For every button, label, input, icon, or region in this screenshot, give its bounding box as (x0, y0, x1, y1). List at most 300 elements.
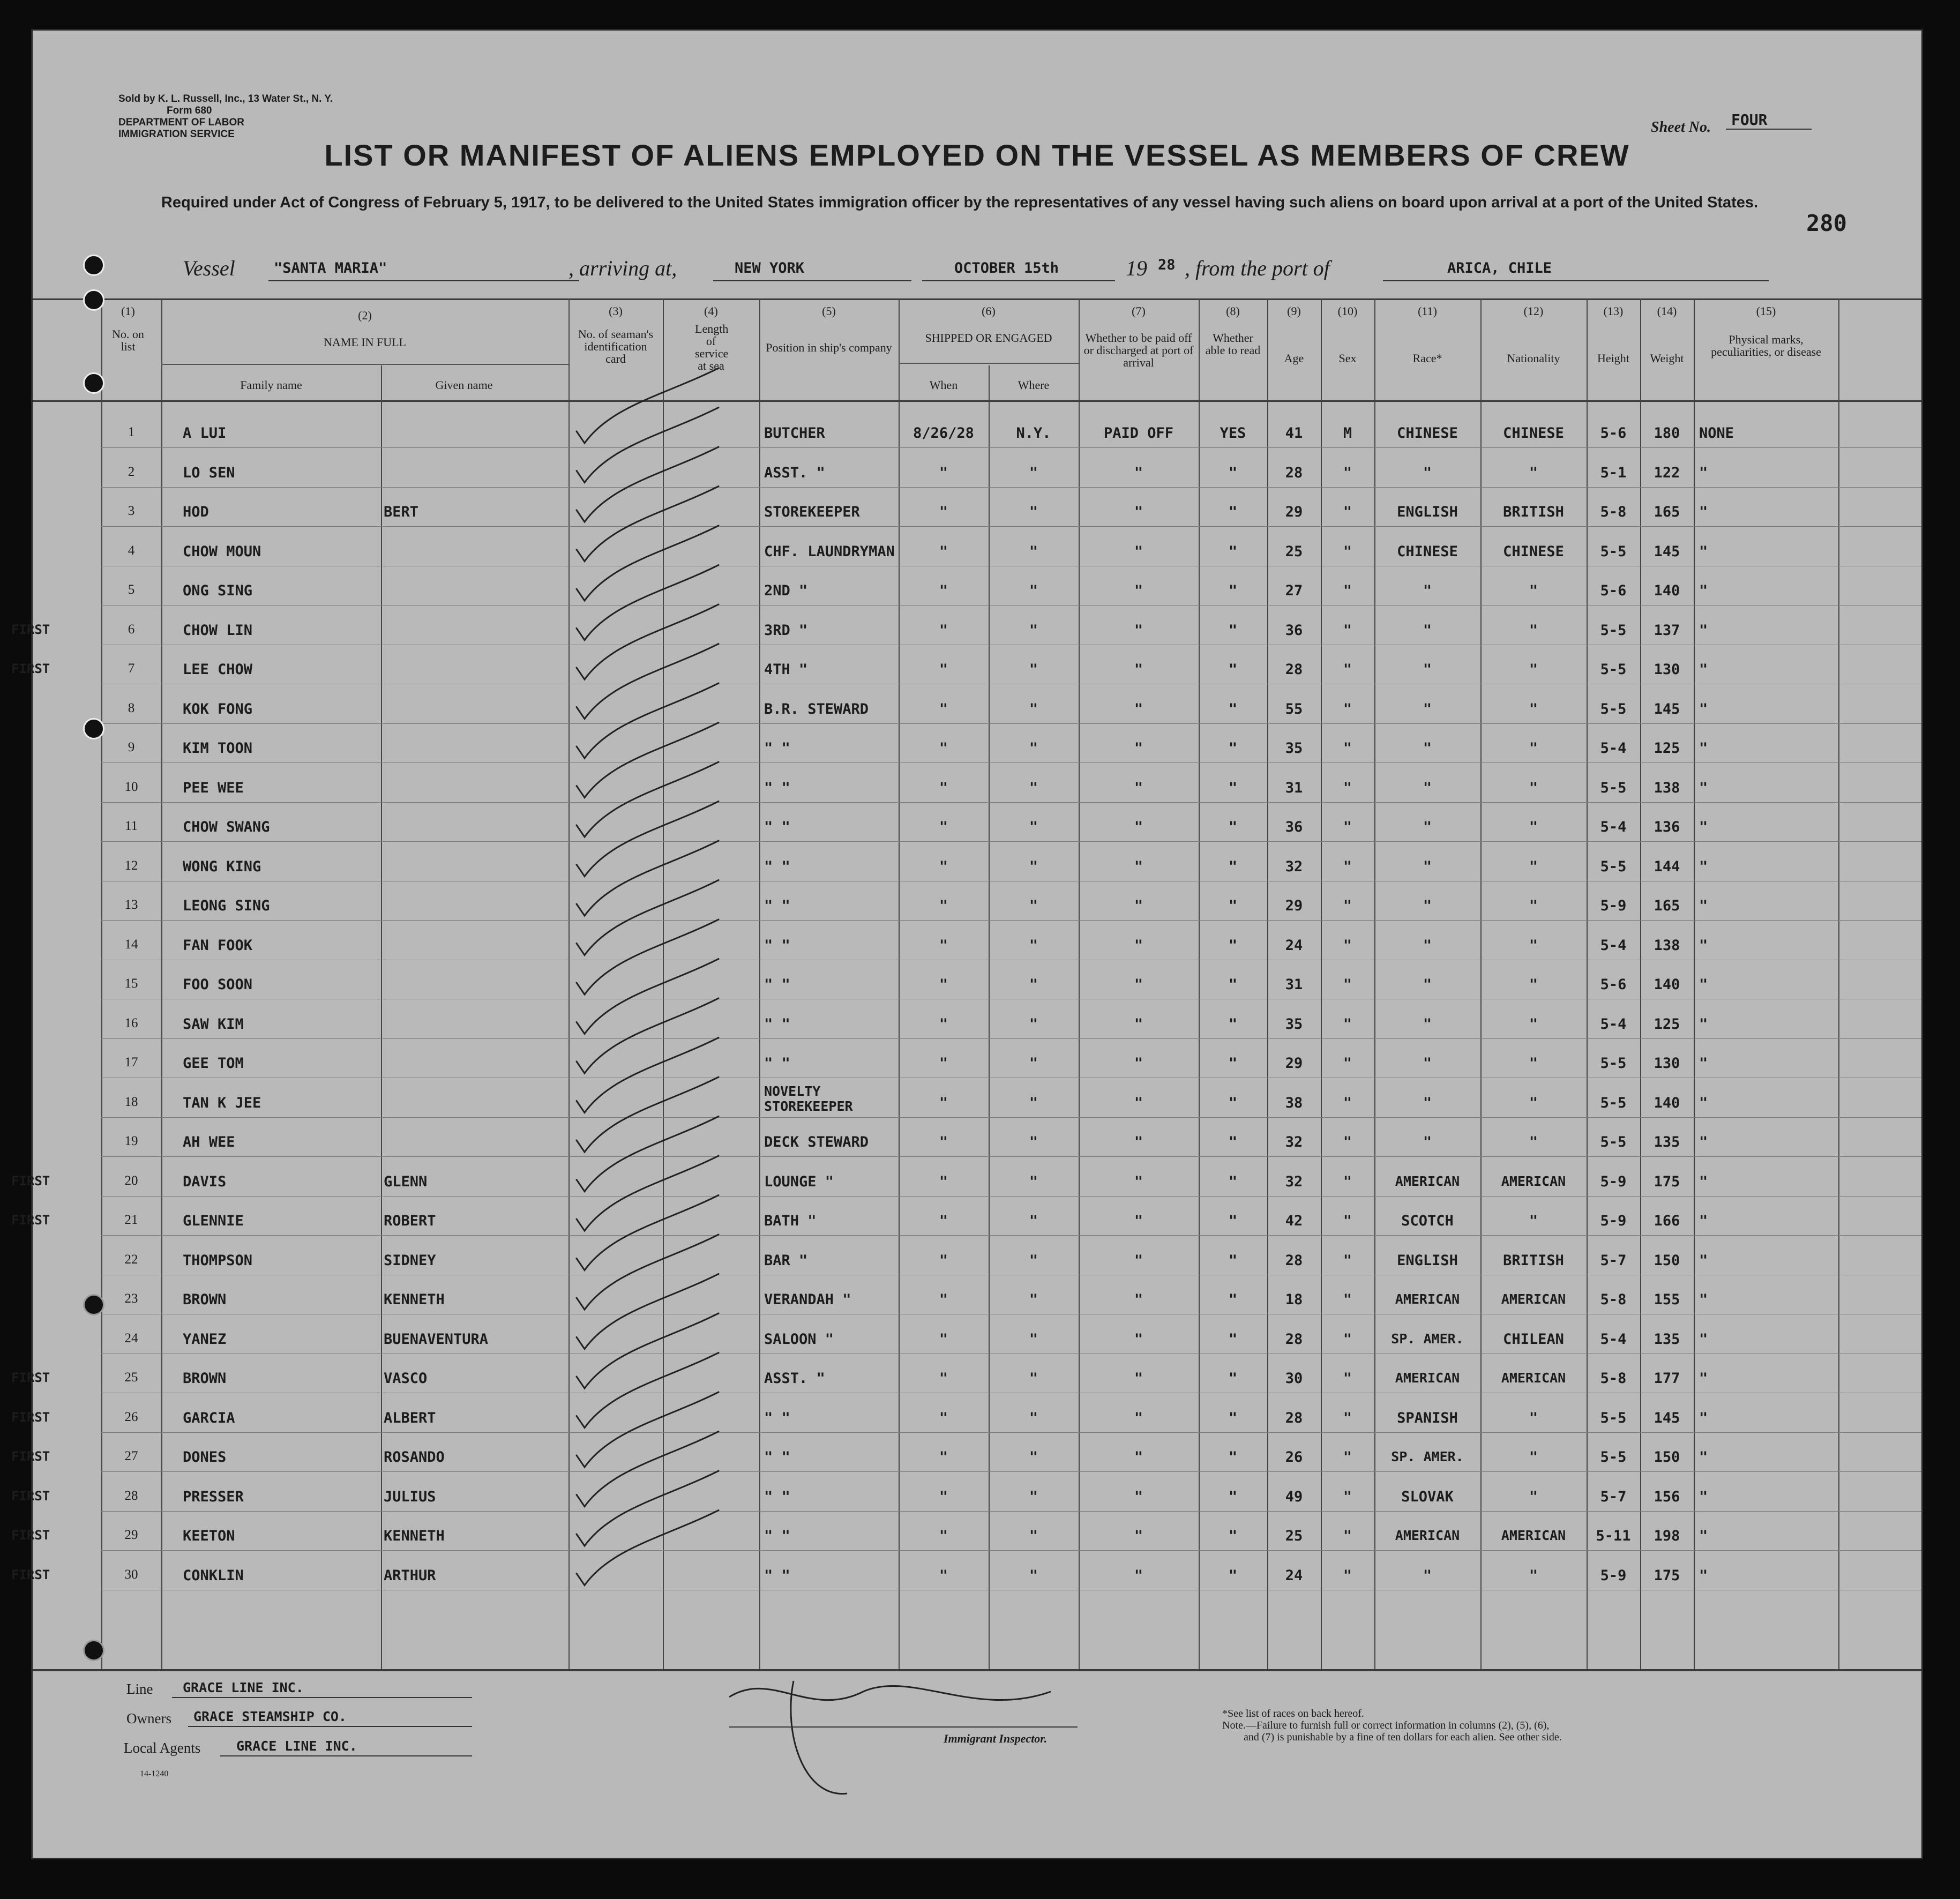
cell-when: " (939, 661, 948, 678)
cell-paid: " (1134, 937, 1143, 954)
cell-where: " (1029, 1567, 1038, 1584)
cell-age: 49 (1285, 1488, 1303, 1505)
check-stroke (577, 1353, 719, 1428)
cell-marks: " (1699, 1370, 1708, 1387)
cell-pos: " " (764, 937, 790, 954)
cell-read: " (1228, 858, 1238, 875)
cell-weight: 144 (1654, 858, 1680, 875)
cell-family: THOMPSON (183, 1252, 253, 1269)
cell-where: " (1029, 582, 1038, 599)
cell-weight: 130 (1654, 1055, 1680, 1072)
cell-paid: " (1134, 504, 1143, 520)
cell-paid: " (1134, 543, 1143, 560)
cell-height: 5-5 (1600, 1134, 1627, 1150)
cell-weight: 150 (1654, 1449, 1680, 1466)
cell-height: 5-1 (1600, 464, 1627, 481)
cell-marks: " (1699, 1134, 1708, 1150)
cell-paid: " (1134, 464, 1143, 481)
line-value: GRACE LINE INC. (183, 1680, 304, 1695)
cell-marks: " (1699, 543, 1708, 560)
cell-pos: 3RD " (764, 622, 808, 639)
cell-read: " (1228, 1173, 1238, 1190)
cell-sex: " (1343, 543, 1352, 560)
cell-family: GLENNIE (183, 1213, 244, 1229)
cell-weight: 155 (1654, 1291, 1680, 1308)
cell-marks: " (1699, 1567, 1708, 1584)
cell-when: " (939, 898, 948, 914)
cell-when: 8/26/28 (913, 425, 974, 442)
cell-weight: 156 (1654, 1488, 1680, 1505)
cell-when: " (939, 1291, 948, 1308)
cell-weight: 165 (1654, 898, 1680, 914)
manifest-sheet (11, 29, 1923, 1859)
cell-marks: " (1699, 858, 1708, 875)
cell-family: HOD (183, 504, 209, 520)
cell-age: 41 (1285, 425, 1303, 442)
cell-height: 5-5 (1600, 1055, 1627, 1072)
cell-paid: " (1134, 1528, 1143, 1544)
cell-marks: " (1699, 1409, 1708, 1426)
check-stroke (577, 1511, 719, 1586)
check-stroke (577, 408, 719, 483)
cell-nat: " (1529, 1567, 1538, 1584)
cell-read: " (1228, 779, 1238, 796)
check-stroke (577, 487, 719, 562)
cell-family: CONKLIN (183, 1567, 244, 1584)
cell-pos: ASST. " (764, 464, 825, 481)
line-label: Line (126, 1681, 153, 1697)
cell-sex: " (1343, 661, 1352, 678)
cell-age: 29 (1285, 898, 1303, 914)
cell-paid: " (1134, 819, 1143, 835)
cell-read: " (1228, 1528, 1238, 1544)
cell-age: 35 (1285, 1015, 1303, 1033)
page-number: 280 (1806, 210, 1847, 236)
cell-weight: 198 (1654, 1528, 1680, 1544)
cell-no: 19 (124, 1134, 138, 1148)
cell-family: AH WEE (183, 1134, 235, 1150)
col4-num: (4) (704, 304, 718, 318)
agents-value: GRACE LINE INC. (236, 1738, 357, 1754)
check-stroke (577, 1195, 719, 1270)
cell-weight: 150 (1654, 1252, 1680, 1269)
col6-num: (6) (982, 304, 996, 318)
cell-sex: " (1343, 1213, 1352, 1229)
col11-num: (11) (1418, 304, 1437, 318)
cell-no: 17 (124, 1055, 138, 1070)
cell-pos: " " (764, 1488, 790, 1505)
cell-family: LO SEN (183, 464, 235, 481)
cell-paid: " (1134, 1370, 1143, 1387)
cell-paid: " (1134, 1488, 1143, 1505)
cell-sex: " (1343, 1055, 1352, 1072)
cell-where: " (1029, 464, 1038, 481)
cell-read: " (1228, 1055, 1238, 1072)
col7-header: Whether to be paid off or discharged at port of arrival (1083, 331, 1194, 369)
cell-given: JULIUS (384, 1488, 436, 1505)
cell-height: 5-7 (1600, 1488, 1627, 1505)
cell-height: 5-11 (1596, 1528, 1631, 1544)
vessel-label: Vessel (183, 256, 235, 280)
cell-nat: " (1529, 661, 1538, 678)
cell-race: ENGLISH (1397, 504, 1458, 520)
cell-when: " (939, 1252, 948, 1269)
cell-when: " (939, 937, 948, 954)
cell-age: 18 (1285, 1291, 1303, 1308)
cell-where: " (1029, 622, 1038, 639)
cell-no: 5 (128, 582, 135, 597)
cell-pos: ASST. " (764, 1370, 825, 1387)
line-underline (172, 1697, 472, 1698)
cell-no: 12 (124, 858, 138, 873)
cell-marks: " (1699, 1173, 1708, 1190)
cell-sex: " (1343, 1330, 1352, 1348)
cell-family: TAN K JEE (183, 1094, 261, 1111)
cell-nat: BRITISH (1503, 1252, 1564, 1269)
cell-where: " (1029, 858, 1038, 875)
cell-age: 25 (1285, 1528, 1303, 1544)
check-stroke (577, 723, 719, 798)
cell-where: " (1029, 543, 1038, 560)
cell-where: " (1029, 504, 1038, 520)
cell-sex: " (1343, 1409, 1352, 1426)
cell-paid: " (1134, 976, 1143, 993)
cell-pos: B.R. STEWARD (764, 700, 869, 717)
cell-marks: " (1699, 779, 1708, 796)
cell-when: " (939, 1528, 948, 1544)
cell-weight: 145 (1654, 700, 1680, 717)
cell-pos: VERANDAH " (764, 1291, 851, 1308)
check-stroke (577, 1038, 719, 1113)
cell-pos: " " (764, 779, 790, 796)
cell-where: " (1029, 661, 1038, 678)
cell-height: 5-5 (1600, 1094, 1627, 1111)
cell-height: 5-9 (1600, 1567, 1627, 1584)
cell-height: 5-5 (1600, 1409, 1627, 1426)
cell-marks: " (1699, 464, 1708, 481)
cell-paid: " (1134, 858, 1143, 875)
cell-when: " (939, 1134, 948, 1150)
cell-no: 9 (128, 740, 135, 754)
cell-no: 15 (124, 976, 138, 991)
cell-read: " (1228, 1409, 1238, 1426)
cell-where: " (1029, 1055, 1038, 1072)
cell-given: BERT (384, 504, 419, 520)
service: IMMIGRATION SERVICE (118, 129, 235, 140)
cell-when: " (939, 1488, 948, 1505)
cell-when: " (939, 700, 948, 717)
cell-race: SCOTCH (1401, 1213, 1454, 1229)
publisher-line: Sold by K. L. Russell, Inc., 13 Water St., N. Y. (118, 93, 333, 104)
margin-annotation: FIRST (11, 1567, 50, 1582)
cell-nat: " (1529, 858, 1538, 875)
cell-read: " (1228, 1015, 1238, 1033)
cell-pos: BATH " (764, 1213, 817, 1229)
cell-no: 23 (124, 1291, 138, 1306)
cell-pos: DECK STEWARD (764, 1134, 869, 1150)
cell-race: " (1423, 622, 1432, 639)
col10-num: (10) (1337, 304, 1358, 318)
cell-height: 5-9 (1600, 1213, 1627, 1229)
owners-underline (188, 1726, 472, 1727)
cell-marks: " (1699, 1291, 1708, 1308)
col15-num: (15) (1756, 304, 1776, 318)
cell-age: 27 (1285, 582, 1303, 599)
cell-height: 5-4 (1600, 1330, 1627, 1348)
check-stroke (577, 1432, 719, 1507)
cell-no: 28 (124, 1488, 138, 1503)
check-stroke (577, 1235, 719, 1310)
check-stroke (577, 683, 719, 758)
cell-pos: NOVELTY STOREKEEPER (764, 1083, 853, 1114)
cell-marks: " (1699, 1213, 1708, 1229)
cell-where: " (1029, 1094, 1038, 1111)
cell-where: " (1029, 779, 1038, 796)
cell-nat: AMERICAN (1501, 1173, 1566, 1189)
cell-race: " (1423, 661, 1432, 678)
cell-race: " (1423, 1055, 1432, 1072)
cell-read: " (1228, 661, 1238, 678)
cell-nat: " (1529, 779, 1538, 796)
cell-weight: 145 (1654, 543, 1680, 560)
cell-age: 28 (1285, 1252, 1303, 1269)
margin-annotation: FIRST (11, 1409, 50, 1425)
cell-given: ALBERT (384, 1409, 436, 1426)
cell-no: 10 (124, 779, 138, 794)
cell-paid: " (1134, 779, 1143, 796)
cell-no: 16 (124, 1015, 138, 1030)
cell-family: ONG SING (183, 582, 253, 599)
col7-num: (7) (1132, 304, 1146, 318)
cell-marks: " (1699, 1055, 1708, 1072)
cell-weight: 140 (1654, 976, 1680, 993)
binder-hole (83, 255, 104, 276)
cell-race: " (1423, 464, 1432, 481)
cell-read: " (1228, 937, 1238, 954)
agents-label: Local Agents (124, 1740, 201, 1756)
cell-given: BUENAVENTURA (384, 1330, 489, 1348)
cell-when: " (939, 1055, 948, 1072)
cell-no: 2 (128, 464, 135, 479)
document-title: LIST OR MANIFEST OF ALIENS EMPLOYED ON THE VESSEL AS MEMBERS OF CREW (324, 138, 1630, 172)
cell-read: " (1228, 1291, 1238, 1308)
cell-age: 38 (1285, 1094, 1303, 1111)
cell-height: 5-7 (1600, 1252, 1627, 1269)
cell-nat: " (1529, 1094, 1538, 1111)
cell-paid: " (1134, 1449, 1143, 1466)
cell-age: 25 (1285, 543, 1303, 560)
check-stroke (577, 368, 719, 443)
margin-annotation: FIRST (11, 1173, 50, 1188)
cell-where: " (1029, 976, 1038, 993)
cell-age: 28 (1285, 1409, 1303, 1426)
cell-given: KENNETH (384, 1291, 445, 1308)
col3-header: No. of seaman's identification card (578, 327, 654, 365)
cell-sex: " (1343, 858, 1352, 875)
col9-num: (9) (1287, 304, 1301, 318)
cell-marks: " (1699, 937, 1708, 954)
cell-height: 5-6 (1600, 582, 1627, 599)
cell-race: AMERICAN (1395, 1528, 1460, 1543)
cell-age: 36 (1285, 622, 1303, 639)
cell-age: 28 (1285, 661, 1303, 678)
cell-sex: " (1343, 819, 1352, 835)
cell-height: 5-8 (1600, 504, 1627, 520)
col5-header: Position in ship's company (766, 341, 892, 354)
cell-height: 5-5 (1600, 779, 1627, 796)
cell-sex: " (1343, 582, 1352, 599)
cell-race: " (1423, 1094, 1432, 1111)
cell-weight: 165 (1654, 504, 1680, 520)
check-stroke (577, 1471, 719, 1546)
check-stroke (577, 919, 719, 995)
cell-pos: " " (764, 858, 790, 875)
cell-marks: " (1699, 700, 1708, 717)
check-stroke (577, 526, 719, 601)
check-stroke (577, 1156, 719, 1231)
cell-family: KOK FONG (183, 700, 253, 717)
cell-read: " (1228, 464, 1238, 481)
cell-pos: " " (764, 1528, 790, 1544)
cell-pos: LOUNGE " (764, 1173, 834, 1190)
cell-family: FOO SOON (183, 976, 253, 993)
cell-paid: " (1134, 1094, 1143, 1111)
cell-height: 5-5 (1600, 1449, 1627, 1466)
margin-annotation: FIRST (11, 622, 50, 637)
cell-read: " (1228, 504, 1238, 520)
cell-no: 29 (124, 1528, 138, 1542)
col9-header: Age (1284, 352, 1304, 365)
cell-pos: 4TH " (764, 661, 808, 678)
check-stroke (577, 1313, 719, 1388)
cell-nat: CHINESE (1503, 425, 1564, 442)
cell-where: " (1029, 1291, 1038, 1308)
cell-family: DAVIS (183, 1173, 227, 1190)
arriving-label: , arriving at, (568, 256, 677, 280)
cell-weight: 140 (1654, 1094, 1680, 1111)
cell-family: GEE TOM (183, 1055, 244, 1072)
cell-marks: " (1699, 504, 1708, 520)
cell-family: CHOW MOUN (183, 543, 261, 560)
col8-header: Whether able to read (1205, 331, 1261, 357)
cell-age: 31 (1285, 779, 1303, 796)
cell-nat: " (1529, 1449, 1538, 1466)
cell-paid: " (1134, 1409, 1143, 1426)
cell-race: " (1423, 976, 1432, 993)
col12-header: Nationality (1507, 352, 1560, 365)
cell-race: AMERICAN (1395, 1291, 1460, 1307)
cell-family: BROWN (183, 1291, 227, 1308)
cell-read: " (1228, 1488, 1238, 1505)
cell-sex: " (1343, 1370, 1352, 1387)
cell-paid: " (1134, 740, 1143, 757)
cell-height: 5-4 (1600, 819, 1627, 835)
cell-where: " (1029, 1488, 1038, 1505)
cell-when: " (939, 1015, 948, 1033)
cell-where: " (1029, 1370, 1038, 1387)
cell-read: " (1228, 740, 1238, 757)
cell-family: PRESSER (183, 1488, 244, 1505)
check-stroke (577, 644, 719, 719)
col6-header: SHIPPED OR ENGAGED (925, 331, 1052, 345)
cell-read: " (1228, 976, 1238, 993)
col10-header: Sex (1338, 352, 1357, 365)
cell-pos: BAR " (764, 1252, 808, 1269)
cell-age: 42 (1285, 1213, 1303, 1229)
document-subtitle: Required under Act of Congress of February 5, 1917, to be delivered to the United States immigration officer by the representatives of any vessel having such aliens on board upon arrival at a port of the United States. (161, 194, 1759, 211)
cell-when: " (939, 1094, 948, 1111)
cell-sex: " (1343, 1252, 1352, 1269)
cell-weight: 135 (1654, 1134, 1680, 1150)
cell-where: " (1029, 740, 1038, 757)
cell-paid: " (1134, 1213, 1143, 1229)
cell-sex: " (1343, 464, 1352, 481)
cell-race: AMERICAN (1395, 1370, 1460, 1386)
cell-sex: " (1343, 700, 1352, 717)
cell-family: SAW KIM (183, 1015, 244, 1033)
col14-num: (14) (1657, 304, 1677, 318)
cell-race: " (1423, 1015, 1432, 1033)
cell-weight: 180 (1654, 425, 1680, 442)
cell-family: KEETON (183, 1528, 235, 1544)
cell-age: 32 (1285, 1134, 1303, 1150)
cell-when: " (939, 976, 948, 993)
cell-paid: " (1134, 700, 1143, 717)
check-stroke (577, 1117, 719, 1192)
cell-when: " (939, 819, 948, 835)
cell-where: " (1029, 1015, 1038, 1033)
cell-read: " (1228, 898, 1238, 914)
cell-no: 6 (128, 622, 135, 637)
cell-given: ARTHUR (384, 1567, 436, 1584)
cell-when: " (939, 1330, 948, 1348)
cell-race: " (1423, 898, 1432, 914)
cell-paid: " (1134, 622, 1143, 639)
col2-num: (2) (358, 309, 372, 322)
cell-height: 5-5 (1600, 622, 1627, 639)
col3-num: (3) (609, 304, 623, 318)
check-stroke (577, 604, 719, 679)
cell-height: 5-6 (1600, 976, 1627, 993)
cell-age: 28 (1285, 1330, 1303, 1348)
cell-age: 24 (1285, 937, 1303, 954)
check-stroke (577, 565, 719, 640)
cell-where: " (1029, 1173, 1038, 1190)
cell-nat: " (1529, 582, 1538, 599)
cell-family: YANEZ (183, 1330, 227, 1348)
cell-age: 28 (1285, 464, 1303, 481)
note-penalty-2: and (7) is punishable by a fine of ten dollars for each alien. See other side. (1244, 1731, 1562, 1743)
cell-race: ENGLISH (1397, 1252, 1458, 1269)
cell-where: " (1029, 898, 1038, 914)
cell-nat: " (1529, 1213, 1538, 1229)
binder-hole (83, 1640, 104, 1661)
cell-family: CHOW LIN (183, 622, 253, 639)
cell-no: 3 (128, 504, 135, 518)
cell-age: 29 (1285, 504, 1303, 520)
cell-age: 35 (1285, 740, 1303, 757)
cell-sex: " (1343, 1015, 1352, 1033)
cell-read: " (1228, 1330, 1238, 1348)
cell-read: " (1228, 622, 1238, 639)
col13-header: Height (1597, 352, 1629, 365)
cell-paid: " (1134, 1173, 1143, 1190)
margin-annotation: FIRST (11, 1213, 50, 1228)
inspector-underline (729, 1726, 1078, 1728)
col4-header: Length of service at sea (695, 322, 729, 372)
cell-age: 36 (1285, 819, 1303, 835)
check-stroke (577, 998, 719, 1073)
